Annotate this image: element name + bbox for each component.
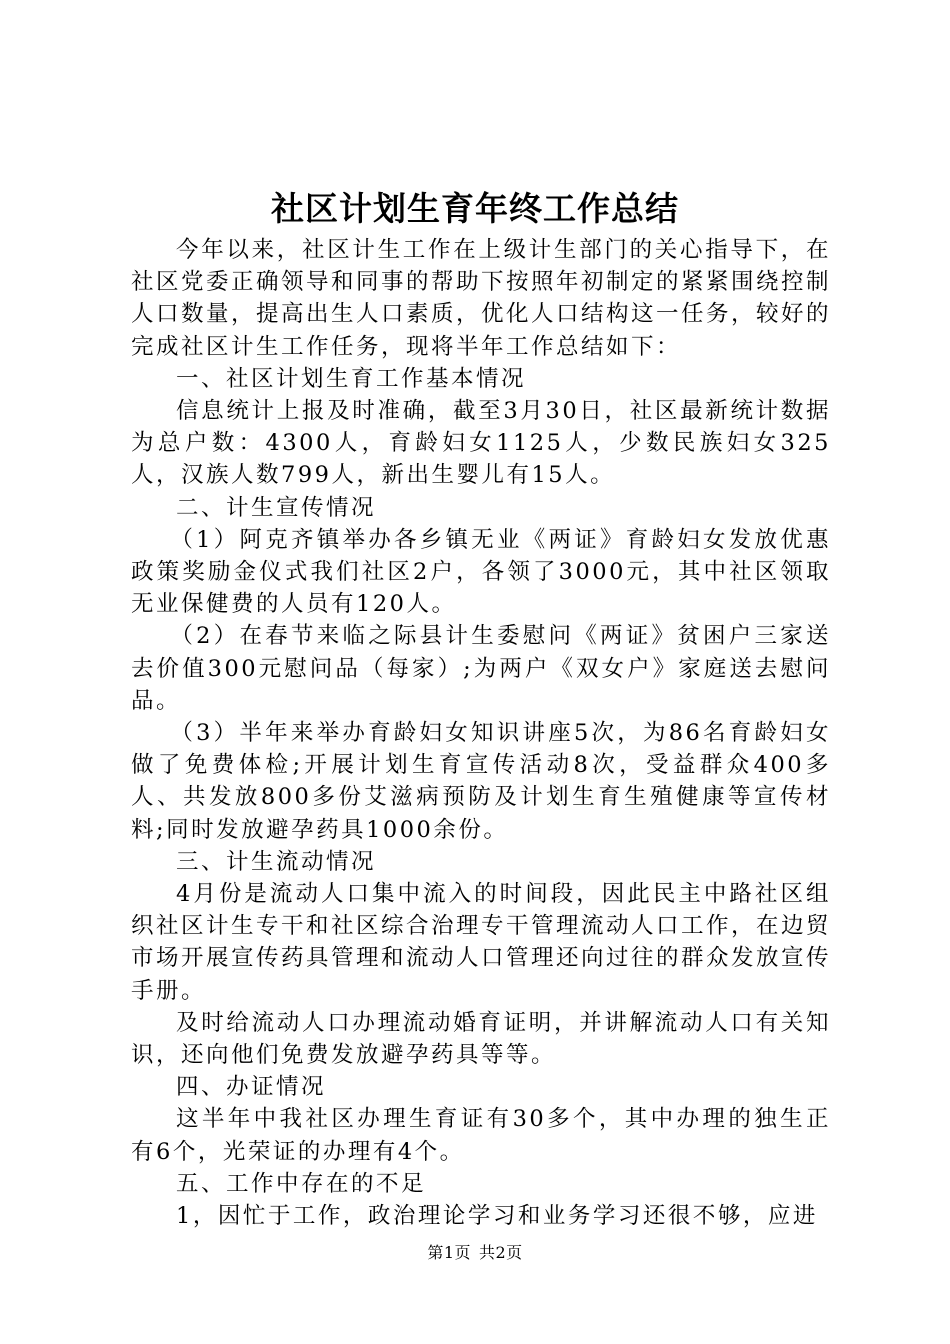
paragraph-floating-population: 4月份是流动人口集中流入的时间段，因此民主中路社区组织社区计生专干和社区综合治理专干管理流动人口工作，在边贸市场开展宣传药具管理和流动人口管理还向过往的群众发放宣传手册。 — [131, 881, 832, 1004]
page-number: 第1页 — [427, 1243, 471, 1262]
section-heading-shortcomings: 五、工作中存在的不足 — [176, 1170, 427, 1197]
page-total: 共2页 — [479, 1243, 523, 1262]
page-footer — [0, 1241, 950, 1265]
paragraph-shortcoming-1: 1，因忙于工作，政治理论学习和业务学习还很不够，应进 — [176, 1203, 818, 1230]
document-body — [131, 234, 831, 1232]
paragraph-intro: 今年以来，社区计生工作在上级计生部门的关心指导下，在社区党委正确领导和同事的帮助下按照年初制定的紧紧围绕控制人口数量，提高出生人口素质，优化人口结构这一任务，较好的完成社区计生工作任务，现将半年工作总结如下： — [131, 237, 832, 360]
section-heading-certificates: 四、办证情况 — [176, 1074, 327, 1101]
document-title: 社区计划生育年终工作总结 — [271, 189, 679, 228]
section-heading-basic-situation: 一、社区计划生育工作基本情况 — [176, 365, 527, 392]
paragraph-statistics: 信息统计上报及时准确，截至3月30日，社区最新统计数据为总户数：4300人，育龄妇女1125人，少数民族妇女325人，汉族人数799人，新出生婴儿有15人。 — [131, 398, 831, 489]
paragraph-item-1: （1）阿克齐镇举办各乡镇无业《两证》育龄妇女发放优惠政策奖励金仪式我们社区2户，各领了3000元，其中社区领取无业保健费的人员有120人。 — [131, 526, 831, 618]
paragraph-certificates: 这半年中我社区办理生育证有30多个，其中办理的独生正有6个，光荣证的办理有4个。 — [131, 1106, 831, 1165]
paragraph-item-2: （2）在春节来临之际县计生委慰问《两证》贫困户三家送去价值300元慰问品（每家）;为两户《双女户》家庭送去慰问品。 — [131, 623, 831, 714]
section-heading-publicity: 二、计生宣传情况 — [176, 494, 377, 521]
paragraph-certificates-floating: 及时给流动人口办理流动婚育证明，并讲解流动人口有关知识，还向他们免费发放避孕药具等等。 — [131, 1009, 831, 1069]
section-heading-floating-population: 三、计生流动情况 — [176, 848, 377, 875]
paragraph-item-3: （3）半年来举办育龄妇女知识讲座5次，为86名育龄妇女做了免费体检;开展计划生育宣传活动8次，受益群众400多人、共发放800多份艾滋病预防及计划生育生殖健康等宣传材料;同时发放避孕药具1000余份。 — [131, 720, 831, 843]
